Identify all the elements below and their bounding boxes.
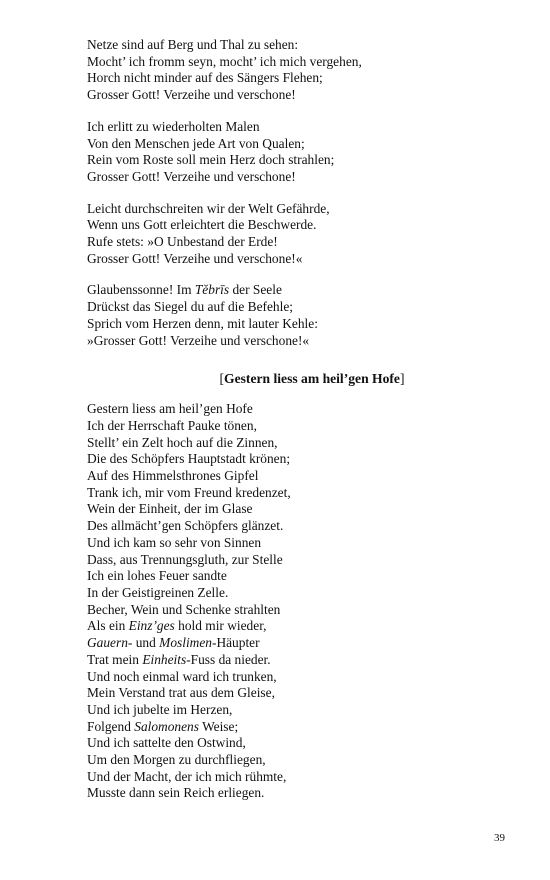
verse-line: Des allmächt’gen Schöpfers glänzet. xyxy=(87,518,284,534)
stanza xyxy=(87,282,507,349)
verse-line: Wein der Einheit, der im Glase xyxy=(87,501,253,517)
verse-line: Musste dann sein Reich erliegen. xyxy=(87,785,265,801)
verse-line: Grosser Gott! Verzeihe und verschone! xyxy=(87,168,296,184)
stanza xyxy=(87,119,507,186)
heading-open-bracket: [ xyxy=(219,371,225,387)
verse-line: Ich der Herrschaft Pauke tönen, xyxy=(87,417,257,433)
text-block xyxy=(87,37,507,802)
verse-line: »Grosser Gott! Verzeihe und verschone!« xyxy=(87,332,310,348)
verse-line: Gestern liess am heil’gen Hofe xyxy=(87,401,253,417)
verse-line: Horch nicht minder auf des Sängers Flehen; xyxy=(87,70,323,86)
verse-line: Und der Macht, der ich mich rühmte, xyxy=(87,768,287,784)
verse-line: Mocht’ ich fromm seyn, mocht’ ich mich vergehen, xyxy=(87,53,362,69)
verse-line: Gauern- und Moslimen-Häupter xyxy=(87,635,260,651)
verse-line: Trat mein Einheits-Fuss da nieder. xyxy=(87,651,271,667)
verse-line: Netze sind auf Berg und Thal zu sehen: xyxy=(87,37,299,52)
verse-line: Folgend Salomonens Weise; xyxy=(87,718,239,734)
verse-line: Trank ich, mir vom Freund kredenzet, xyxy=(87,484,291,500)
stanza xyxy=(87,37,507,104)
stanza xyxy=(87,201,507,268)
verse-line: Ich erlitt zu wiederholten Malen xyxy=(87,118,260,134)
verse-line: Rufe stets: »O Unbestand der Erde! xyxy=(87,234,278,250)
verse-line: Von den Menschen jede Art von Qualen; xyxy=(87,135,305,151)
verse-line: Sprich vom Herzen denn, mit lauter Kehle: xyxy=(87,315,318,331)
verse-line: In der Geistigreinen Zelle. xyxy=(87,584,229,600)
verse-line: Rein vom Roste soll mein Herz doch strahlen; xyxy=(87,152,335,168)
verse-line: Und noch einmal ward ich trunken, xyxy=(87,668,277,684)
verse-line: Wenn uns Gott erleichtert die Beschwerde. xyxy=(87,217,317,233)
verse-line: Drückst das Siegel du auf die Befehle; xyxy=(87,299,294,315)
verse-line: Becher, Wein und Schenke strahlten xyxy=(87,601,281,617)
heading-title: Gestern liess am heil’gen Hofe xyxy=(224,371,400,387)
poem-body xyxy=(87,401,507,802)
verse-line: Grosser Gott! Verzeihe und verschone! xyxy=(87,87,296,103)
verse-line: Als ein Einz’ges hold mir wieder, xyxy=(87,618,267,634)
poem-heading xyxy=(87,370,507,387)
verse-line: Ich ein lohes Feuer sandte xyxy=(87,568,227,584)
verse-line: Stellt’ ein Zelt hoch auf die Zinnen, xyxy=(87,434,278,450)
verse-line: Dass, aus Trennungsgluth, zur Stelle xyxy=(87,551,283,567)
verse-line: Und ich jubelte im Herzen, xyxy=(87,701,233,717)
verse-line: Mein Verstand trat aus dem Gleise, xyxy=(87,685,275,701)
verse-line: Glaubenssonne! Im Tĕbrīs der Seele xyxy=(87,282,282,298)
verse-line: Auf des Himmelsthrones Gipfel xyxy=(87,468,259,484)
verse-line: Leicht durchschreiten wir der Welt Gefährde, xyxy=(87,200,330,216)
verse-line: Und ich kam so sehr von Sinnen xyxy=(87,534,262,550)
poem-stanzas xyxy=(87,37,507,349)
verse-line: Grosser Gott! Verzeihe und verschone!« xyxy=(87,250,303,266)
verse-line: Und ich sattelte den Ostwind, xyxy=(87,735,246,751)
verse-line: Die des Schöpfers Hauptstadt krönen; xyxy=(87,451,291,467)
verse-line: Um den Morgen zu durchfliegen, xyxy=(87,752,266,768)
page-number: 39 xyxy=(494,832,505,844)
heading-close-bracket: ] xyxy=(399,371,405,387)
